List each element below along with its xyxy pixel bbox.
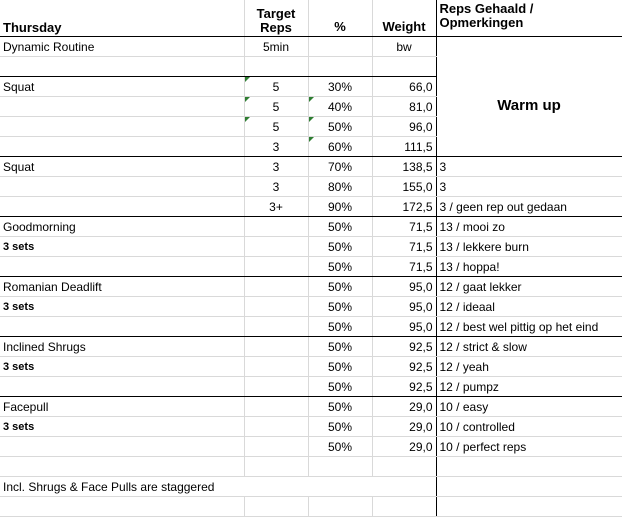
exercise-cell[interactable]: Romanian Deadlift (0, 277, 244, 297)
weight-cell[interactable]: 92,5 (372, 337, 436, 357)
weight-cell[interactable]: 95,0 (372, 297, 436, 317)
table-row (0, 317, 622, 337)
table-row (0, 177, 622, 197)
comment-marker-icon (245, 77, 250, 82)
table-row (0, 377, 622, 397)
table-row (0, 197, 622, 217)
exercise-cell[interactable] (0, 137, 244, 157)
exercise-cell[interactable]: Dynamic Routine (0, 37, 244, 57)
percent-cell[interactable] (308, 497, 372, 517)
percent-cell[interactable] (308, 137, 372, 157)
table-row (0, 237, 622, 257)
weight-cell[interactable]: 71,5 (372, 217, 436, 237)
warmup-label[interactable] (436, 37, 622, 157)
table-row (0, 437, 622, 457)
reps-cell[interactable]: 3 (244, 157, 308, 177)
day-title: Thursday (0, 0, 244, 37)
percent-cell[interactable]: 50% (308, 417, 372, 437)
exercise-cell[interactable]: Squat (0, 77, 244, 97)
exercise-cell[interactable] (0, 117, 244, 137)
percent-cell[interactable]: 80% (308, 177, 372, 197)
reps-cell[interactable] (244, 57, 308, 77)
reps-cell[interactable] (244, 417, 308, 437)
weight-cell[interactable] (372, 457, 436, 477)
reps-cell[interactable] (244, 337, 308, 357)
reps-cell[interactable] (244, 297, 308, 317)
remark-cell[interactable]: 12 / gaat lekker (436, 277, 622, 297)
percent-cell[interactable]: 50% (308, 237, 372, 257)
remarks-header (436, 0, 622, 37)
table-row (0, 217, 622, 237)
table-row (0, 337, 622, 357)
remark-cell[interactable] (436, 477, 622, 497)
remark-cell[interactable] (436, 497, 622, 517)
percent-cell[interactable]: 50% (308, 217, 372, 237)
remark-cell[interactable]: 12 / strict & slow (436, 337, 622, 357)
comment-marker-icon (245, 97, 250, 102)
percent-cell[interactable] (308, 457, 372, 477)
weight-cell[interactable]: 66,0 (372, 77, 436, 97)
reps-cell[interactable] (244, 237, 308, 257)
remark-cell[interactable]: 3 (436, 177, 622, 197)
weight-cell[interactable]: bw (372, 37, 436, 57)
comment-marker-icon (245, 117, 250, 122)
sets-note[interactable]: 3 sets (0, 417, 244, 437)
target-reps-header-line2: Reps (260, 20, 292, 35)
warmup-text: Warm up (497, 97, 561, 114)
remark-cell[interactable]: 3 / geen rep out gedaan (436, 197, 622, 217)
exercise-cell[interactable]: Inclined Shrugs (0, 337, 244, 357)
reps-value: 5 (272, 119, 280, 134)
table-row (0, 497, 622, 517)
table-row (0, 397, 622, 417)
comment-marker-icon (309, 117, 314, 122)
exercise-cell[interactable]: Facepull (0, 397, 244, 417)
reps-cell[interactable] (244, 77, 308, 97)
remark-cell[interactable]: 10 / perfect reps (436, 437, 622, 457)
exercise-cell[interactable] (0, 197, 244, 217)
sets-note[interactable]: 3 sets (0, 237, 244, 257)
reps-cell[interactable] (244, 437, 308, 457)
table-row (0, 157, 622, 177)
reps-cell[interactable] (244, 257, 308, 277)
percent-cell[interactable]: 50% (308, 357, 372, 377)
percent-cell[interactable] (308, 97, 372, 117)
percent-cell[interactable] (308, 37, 372, 57)
sets-note[interactable]: 3 sets (0, 297, 244, 317)
reps-cell[interactable] (244, 97, 308, 117)
percent-cell[interactable]: 70% (308, 157, 372, 177)
weight-cell[interactable]: 71,5 (372, 257, 436, 277)
reps-value: 5 (272, 79, 280, 94)
weight-cell[interactable] (372, 57, 436, 77)
exercise-cell[interactable] (0, 177, 244, 197)
reps-cell[interactable] (244, 497, 308, 517)
reps-cell[interactable] (244, 117, 308, 137)
percent-cell[interactable] (308, 117, 372, 137)
comment-marker-icon (309, 97, 314, 102)
exercise-cell[interactable]: Goodmorning (0, 217, 244, 237)
exercise-cell[interactable] (0, 497, 244, 517)
percent-cell[interactable]: 50% (308, 377, 372, 397)
footnote[interactable]: Incl. Shrugs & Face Pulls are staggered (0, 477, 436, 497)
weight-cell[interactable]: 138,5 (372, 157, 436, 177)
percent-cell[interactable]: 90% (308, 197, 372, 217)
exercise-cell[interactable] (0, 57, 244, 77)
reps-cell[interactable] (244, 397, 308, 417)
exercise-cell[interactable] (0, 317, 244, 337)
table-row (0, 297, 622, 317)
percent-cell[interactable]: 50% (308, 397, 372, 417)
percent-cell[interactable]: 50% (308, 297, 372, 317)
percent-cell[interactable]: 50% (308, 277, 372, 297)
reps-cell[interactable]: 3+ (244, 197, 308, 217)
table-row (0, 477, 622, 497)
weight-cell[interactable]: 111,5 (372, 137, 436, 157)
weight-cell[interactable] (372, 497, 436, 517)
table-row (0, 417, 622, 437)
table-row (0, 357, 622, 377)
reps-cell[interactable] (244, 317, 308, 337)
weight-cell[interactable]: 29,0 (372, 437, 436, 457)
weight-cell[interactable]: 172,5 (372, 197, 436, 217)
reps-cell[interactable]: 3 (244, 137, 308, 157)
remarks-header-line2: Opmerkingen (439, 15, 524, 30)
weight-cell[interactable]: 96,0 (372, 117, 436, 137)
percent-value: 40% (327, 99, 353, 114)
target-reps-header (244, 0, 308, 37)
remark-cell[interactable]: 10 / controlled (436, 417, 622, 437)
percent-value: 60% (327, 139, 353, 154)
weight-header: Weight (372, 0, 436, 37)
weight-cell[interactable]: 92,5 (372, 377, 436, 397)
percent-cell[interactable]: 50% (308, 337, 372, 357)
reps-cell[interactable] (244, 357, 308, 377)
weight-cell[interactable]: 81,0 (372, 97, 436, 117)
remark-cell[interactable]: 12 / pumpz (436, 377, 622, 397)
percent-cell[interactable]: 50% (308, 257, 372, 277)
remark-cell[interactable]: 13 / lekkere burn (436, 237, 622, 257)
table-row (0, 277, 622, 297)
percent-cell[interactable]: 50% (308, 437, 372, 457)
percent-cell[interactable]: 30% (308, 77, 372, 97)
remark-cell[interactable]: 12 / yeah (436, 357, 622, 377)
remark-cell[interactable]: 10 / easy (436, 397, 622, 417)
weight-cell[interactable]: 95,0 (372, 277, 436, 297)
weight-cell[interactable]: 95,0 (372, 317, 436, 337)
remark-cell[interactable] (436, 457, 622, 477)
remark-cell[interactable]: 3 (436, 157, 622, 177)
percent-cell[interactable] (308, 57, 372, 77)
reps-value: 5 (272, 99, 280, 114)
sets-note[interactable]: 3 sets (0, 357, 244, 377)
exercise-cell[interactable] (0, 257, 244, 277)
reps-cell[interactable] (244, 457, 308, 477)
weight-cell[interactable]: 155,0 (372, 177, 436, 197)
weight-cell[interactable]: 92,5 (372, 357, 436, 377)
reps-cell[interactable]: 5min (244, 37, 308, 57)
exercise-cell[interactable] (0, 97, 244, 117)
exercise-cell[interactable] (0, 437, 244, 457)
exercise-cell[interactable] (0, 457, 244, 477)
exercise-cell[interactable] (0, 377, 244, 397)
target-reps-header-line1: Target (256, 6, 296, 21)
exercise-cell[interactable]: Squat (0, 157, 244, 177)
table-row (0, 457, 622, 477)
reps-cell[interactable] (244, 217, 308, 237)
remark-cell[interactable]: 13 / mooi zo (436, 217, 622, 237)
comment-marker-icon (309, 137, 314, 142)
reps-cell[interactable] (244, 277, 308, 297)
weight-cell[interactable]: 71,5 (372, 237, 436, 257)
remark-cell[interactable]: 13 / hoppa! (436, 257, 622, 277)
percent-value: 50% (327, 119, 353, 134)
remark-cell[interactable]: 12 / best wel pittig op het eind (436, 317, 622, 337)
header-row (0, 0, 622, 37)
table-row (0, 257, 622, 277)
remark-cell[interactable]: 12 / ideaal (436, 297, 622, 317)
percent-header: % (308, 0, 372, 37)
percent-cell[interactable]: 50% (308, 317, 372, 337)
remarks-header-line1: Reps Gehaald / (439, 1, 534, 16)
reps-cell[interactable]: 3 (244, 177, 308, 197)
weight-cell[interactable]: 29,0 (372, 397, 436, 417)
table-row (0, 37, 622, 57)
weight-cell[interactable]: 29,0 (372, 417, 436, 437)
reps-cell[interactable] (244, 377, 308, 397)
